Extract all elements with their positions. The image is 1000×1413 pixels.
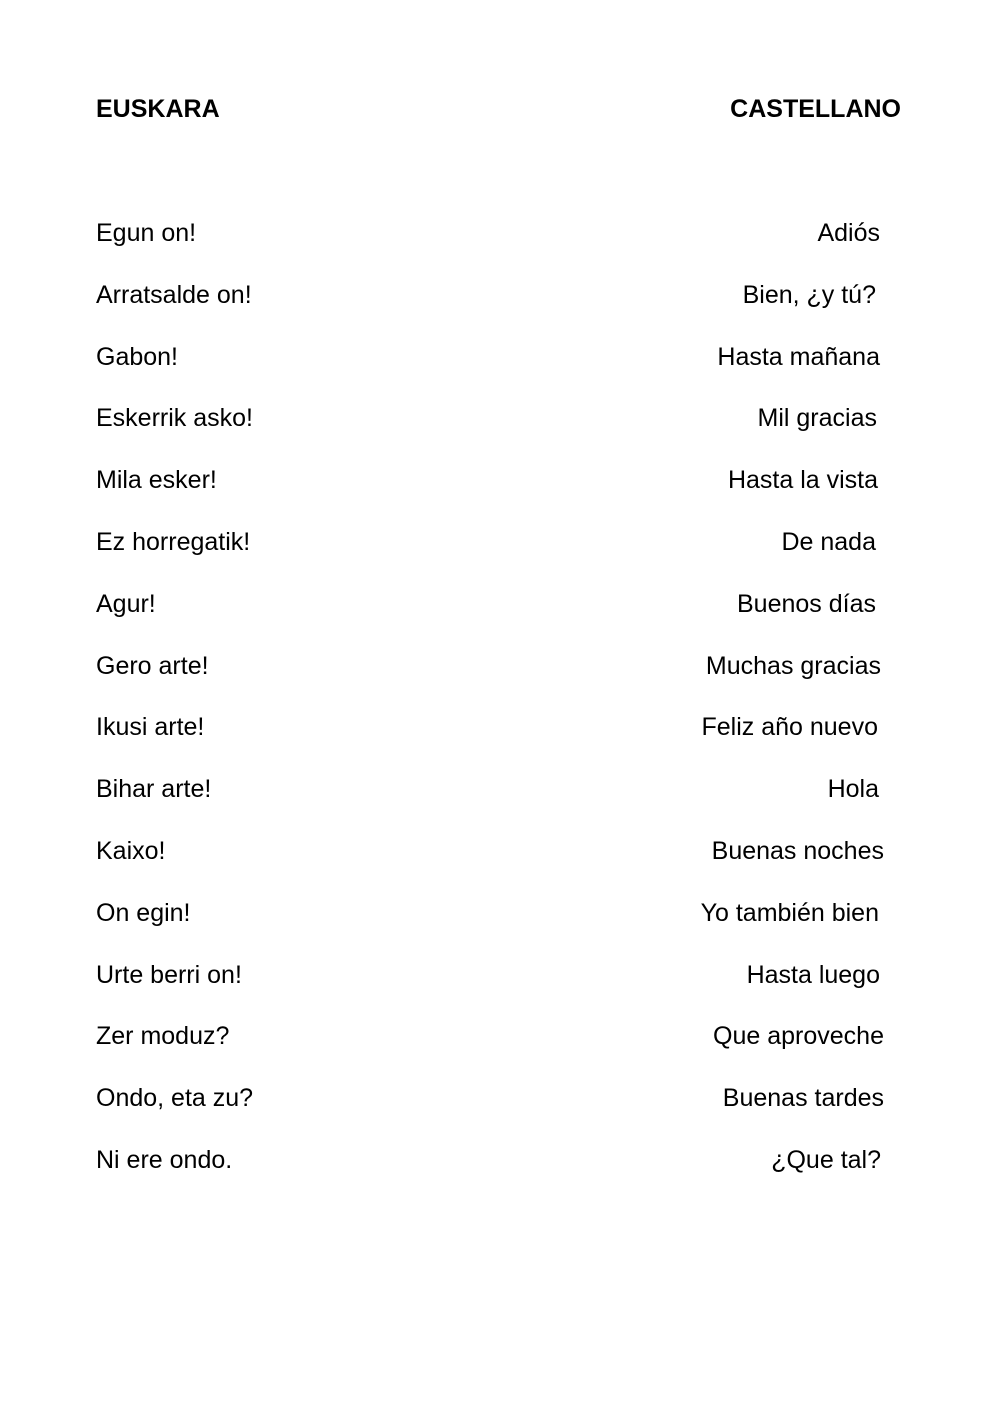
euskara-item: On egin! xyxy=(96,898,191,927)
castellano-item: Mil gracias xyxy=(757,404,877,433)
euskara-item: Kaixo! xyxy=(96,836,166,865)
euskara-item: Gero arte! xyxy=(96,651,209,680)
castellano-item: De nada xyxy=(781,527,876,556)
euskara-header: EUSKARA xyxy=(96,95,220,123)
euskara-item: Gabon! xyxy=(96,342,179,371)
castellano-item: Yo también bien xyxy=(700,898,879,927)
castellano-item: Hola xyxy=(827,775,879,804)
castellano-column xyxy=(560,217,885,1206)
euskara-item: Arratsalde on! xyxy=(96,280,252,309)
castellano-item: Bien, ¿y tú? xyxy=(742,280,876,309)
castellano-item: ¿Que tal? xyxy=(771,1145,881,1174)
castellano-item: Hasta mañana xyxy=(717,342,880,371)
euskara-item: Ondo, eta zu? xyxy=(96,1084,254,1113)
castellano-item: Muchas gracias xyxy=(705,651,881,680)
euskara-item: Ez horregatik! xyxy=(96,527,251,556)
euskara-item: Ni ere ondo. xyxy=(96,1145,233,1174)
castellano-item: Buenos días xyxy=(737,589,876,618)
euskara-item: Agur! xyxy=(96,589,156,618)
euskara-item: Bihar arte! xyxy=(96,775,212,804)
castellano-item: Hasta luego xyxy=(746,960,880,989)
euskara-item: Eskerrik asko! xyxy=(96,404,253,433)
castellano-item: Que aproveche xyxy=(713,1022,884,1051)
castellano-item: Buenas tardes xyxy=(722,1084,884,1113)
castellano-header: CASTELLANO xyxy=(730,95,901,123)
euskara-item: Ikusi arte! xyxy=(96,713,205,742)
castellano-item: Feliz año nuevo xyxy=(701,713,878,742)
castellano-item: Adiós xyxy=(817,219,880,247)
euskara-column xyxy=(96,217,253,1206)
castellano-item: Buenas noches xyxy=(711,836,884,865)
euskara-item: Urte berri on! xyxy=(96,960,242,989)
euskara-item: Mila esker! xyxy=(96,466,217,495)
euskara-item: Egun on! xyxy=(96,219,197,247)
castellano-item: Hasta la vista xyxy=(727,466,878,495)
euskara-item: Zer moduz? xyxy=(96,1022,230,1051)
